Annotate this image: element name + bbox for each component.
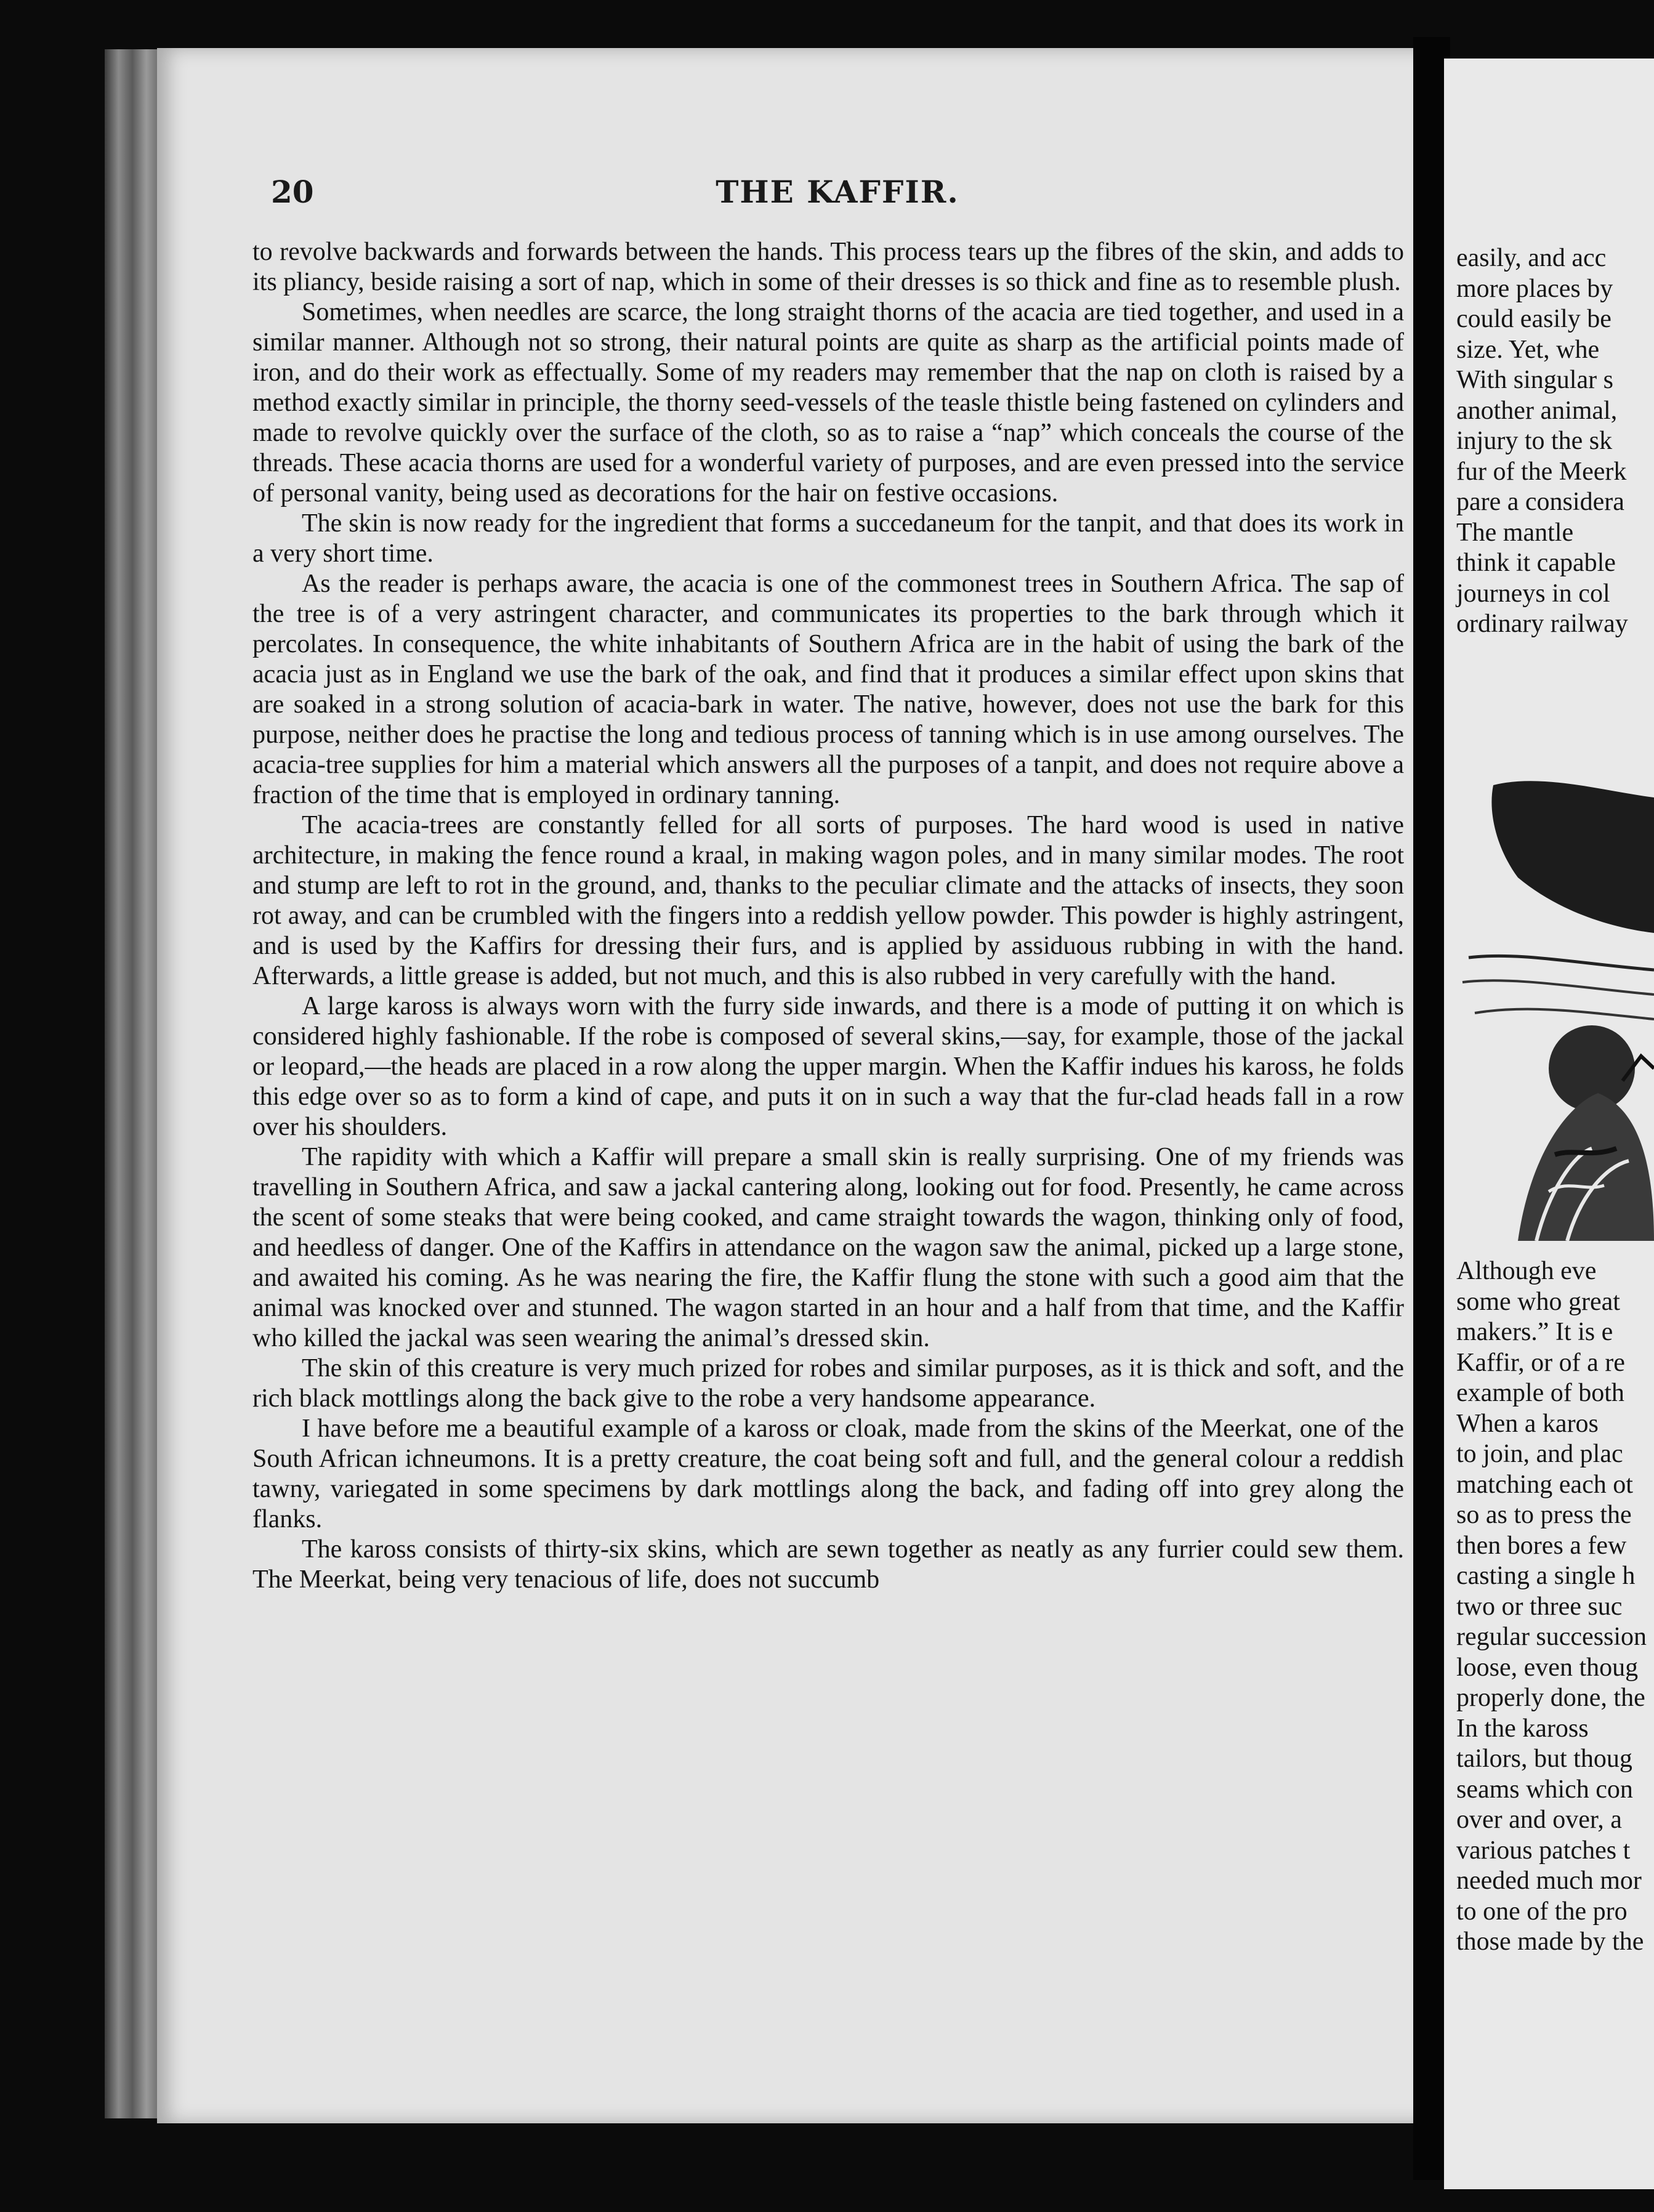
right-page-line: In the kaross: [1456, 1714, 1589, 1743]
page-header: [271, 174, 1404, 217]
paragraph: to revolve backwards and forwards between the hands. This process tears up the fibres of the skin, and adds to its pliancy, beside raising a sort of nap, which in some of their dresses is so thick and fine as to resemble plush.: [252, 238, 1404, 296]
right-page-line: more places by: [1456, 274, 1613, 303]
running-title: THE KAFFIR.: [716, 174, 959, 210]
paragraph: The skin of this creature is very much prized for robes and similar purposes, as it is thick and soft, and the rich black mottlings along the back give to the robe a very handsome appearance.: [252, 1354, 1404, 1413]
right-page-line: casting a single h: [1456, 1562, 1636, 1590]
paragraph: The kaross consists of thirty-six skins, which are sewn together as neatly as any furrier could sew them. The Meerkat, being very tenacious of life, does not succumb: [252, 1535, 1404, 1594]
paragraph: A large kaross is always worn with the furry side inwards, and there is a mode of putting it on which is considered highly fashionable. If the robe is composed of several skins,—say, for example, those of the jackal or leopard,—the heads are placed in a row along the upper margin. When the Kaffir indues his kaross, he folds this edge over so as to form a kind of cape, and puts it on in such a way that the fur-clad heads fall in a row over his shoulders.: [252, 992, 1404, 1141]
paragraph: Sometimes, when needles are scarce, the long straight thorns of the acacia are tied together, and used in a similar manner. Although not so strong, their natural points are quite as sharp as the artificial points made of iron, and do their work as effectually. Some of my readers may remember that the nap on cloth is raised by a method exactly similar in principle, the thorny seed-vessels of the teasle thistle being fastened on cylinders and made to revolve quickly over the surface of the cloth, so as to raise a “nap” which conceals the course of the threads. These acacia thorns are used for a wonderful variety of purposes, and are even pressed into the service of personal vanity, being used as decorations for the hair on festive occasions.: [252, 298, 1404, 507]
right-page-line: to one of the pro: [1456, 1897, 1628, 1926]
right-page-line: regular succession: [1456, 1623, 1647, 1651]
right-page-line: loose, even thoug: [1456, 1653, 1639, 1682]
woodcut-illustration: [1444, 724, 1654, 1265]
right-page-text-top: [1456, 243, 1654, 640]
right-page-line: two or three suc: [1456, 1592, 1623, 1621]
right-page-text-bottom: [1456, 1256, 1654, 1958]
right-page-line: pare a considera: [1456, 488, 1624, 516]
right-page-line: to join, and plac: [1456, 1440, 1623, 1468]
right-page-line: makers.” It is e: [1456, 1318, 1613, 1346]
right-page-line: tailors, but thoug: [1456, 1745, 1632, 1773]
right-page-line: another animal,: [1456, 396, 1618, 425]
right-page-line: could easily be: [1456, 305, 1612, 333]
right-page-line: some who great: [1456, 1287, 1620, 1316]
right-page-line: ordinary railway: [1456, 610, 1628, 638]
right-page-line: journeys in col: [1456, 579, 1610, 608]
right-page-line: example of both: [1456, 1379, 1624, 1407]
paragraph: As the reader is perhaps aware, the acacia is one of the commonest trees in Southern Africa. The sap of the tree is of a very astringent character, and communicates its properties to the bark through which it percolates. In consequence, the white inhabitants of Southern Africa are in the habit of using the bark of the acacia just as in England we use the bark of the oak, and find that it produces a similar effect upon skins that are soaked in a strong solution of acacia-bark in water. The native, however, does not use the bark for this purpose, neither does he practise the long and tedious process of tanning which is in use among ourselves. The acacia-tree supplies for him a material which answers all the purposes of a tanpit, and does not require above a fraction of the time that is employed in ordinary tanning.: [252, 570, 1404, 809]
right-page-line: think it capable: [1456, 549, 1616, 577]
right-page-line: needed much mor: [1456, 1867, 1642, 1895]
right-page-line: seams which con: [1456, 1775, 1633, 1804]
paragraph: The rapidity with which a Kaffir will prepare a small skin is really surprising. One of my friends was travelling in Southern Africa, and saw a jackal cantering along, looking out for food. Presently, he came across the scent of some steaks that were being cooked, and came straight towards the wagon, thinking only of food, and heedless of danger. One of the Kaffirs in attendance on the wagon saw the animal, picked up a large stone, and awaited his coming. As he was nearing the fire, the Kaffir flung the stone with such a good aim that the animal was knocked over and stunned. The wagon started in an hour and a half from that time, and the Kaffir who killed the jackal was seen wearing the animal’s dressed skin.: [252, 1143, 1404, 1352]
right-page-line: The mantle: [1456, 518, 1574, 547]
right-page-line: When a karos: [1456, 1409, 1599, 1438]
right-page-line: With singular s: [1456, 366, 1613, 394]
right-page-line: properly done, the: [1456, 1684, 1645, 1712]
right-page-line: injury to the sk: [1456, 427, 1613, 455]
right-page-line: size. Yet, whe: [1456, 335, 1600, 364]
paragraph: The skin is now ready for the ingredient that forms a succedaneum for the tanpit, and that does its work in a very short time.: [252, 509, 1404, 568]
right-page-line: various patches t: [1456, 1836, 1631, 1865]
right-page-line: so as to press the: [1456, 1501, 1632, 1529]
paragraph: I have before me a beautiful example of a kaross or cloak, made from the skins of the Meerkat, one of the South African ichneumons. It is a pretty creature, the coat being soft and full, and the general colour a reddish tawny, variegated in some specimens by dark mottlings along the back, and fading off into grey along the flanks.: [252, 1415, 1404, 1533]
right-page: [1444, 59, 1654, 2189]
right-page-line: matching each ot: [1456, 1470, 1633, 1499]
right-page-line: fur of the Meerk: [1456, 457, 1627, 486]
paragraph: The acacia-trees are constantly felled for all sorts of purposes. The hard wood is used in native architecture, in making the fence round a kraal, in making wagon poles, and in many similar modes. The root and stump are left to rot in the ground, and, thanks to the peculiar climate and the attacks of insects, they soon rot away, and can be crumbled with the fingers into a reddish yellow powder. This powder is highly astringent, and is used by the Kaffirs for dressing their furs, and is applied by assiduous rubbing in with the hand. Afterwards, a little grease is added, but not much, and this is also rubbed in very carefully with the hand.: [252, 811, 1404, 990]
book-spine-edge: [105, 49, 160, 2118]
right-page-line: Kaffir, or of a re: [1456, 1348, 1625, 1377]
page-number: 20: [271, 174, 314, 210]
right-page-line: those made by the: [1456, 1927, 1644, 1956]
right-page-line: then bores a few: [1456, 1531, 1627, 1560]
right-page-line: easily, and acc: [1456, 244, 1607, 272]
body-text: [252, 237, 1404, 1595]
right-page-line: Although eve: [1456, 1257, 1597, 1285]
right-page-line: over and over, a: [1456, 1806, 1622, 1834]
